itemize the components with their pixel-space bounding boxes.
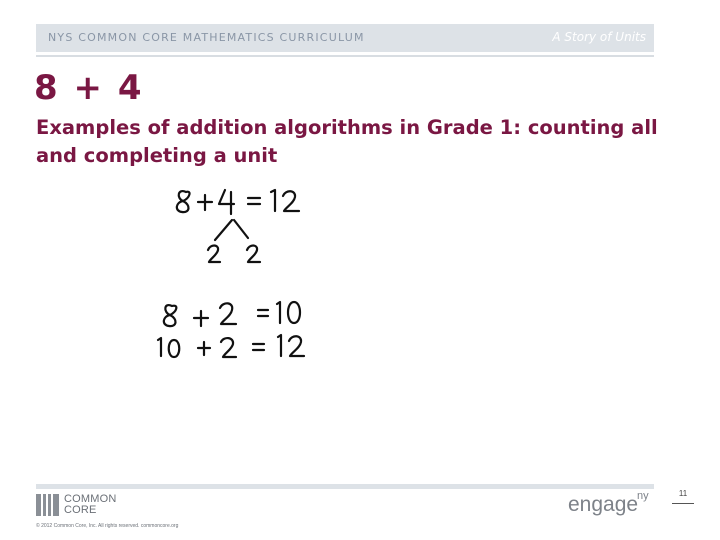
footer-divider <box>36 484 654 489</box>
page-number: 11 <box>678 489 688 498</box>
curriculum-label: NYS COMMON CORE MATHEMATICS CURRICULUM <box>48 31 365 44</box>
logo-text-core: CORE <box>64 504 97 516</box>
slide-subtitle: Examples of addition algorithms in Grade 1: counting all and completing a unit <box>36 116 658 167</box>
logo-text-common: COMMON <box>64 493 117 505</box>
common-core-logo-text <box>64 494 117 516</box>
engageny-logo-sup: ny <box>637 490 649 502</box>
copyright-notice: © 2012 Common Core, Inc. All rights reserved. commoncore.org <box>36 523 179 529</box>
header-divider <box>36 55 654 57</box>
header-bar <box>36 24 654 52</box>
slide-title: 8 + 4 <box>34 68 144 108</box>
handwritten-math-image <box>150 180 320 375</box>
common-core-logo <box>36 494 136 518</box>
tagline: A Story of Units <box>552 30 646 44</box>
engageny-logo: engage <box>568 493 639 516</box>
page-number-underline <box>672 503 694 504</box>
